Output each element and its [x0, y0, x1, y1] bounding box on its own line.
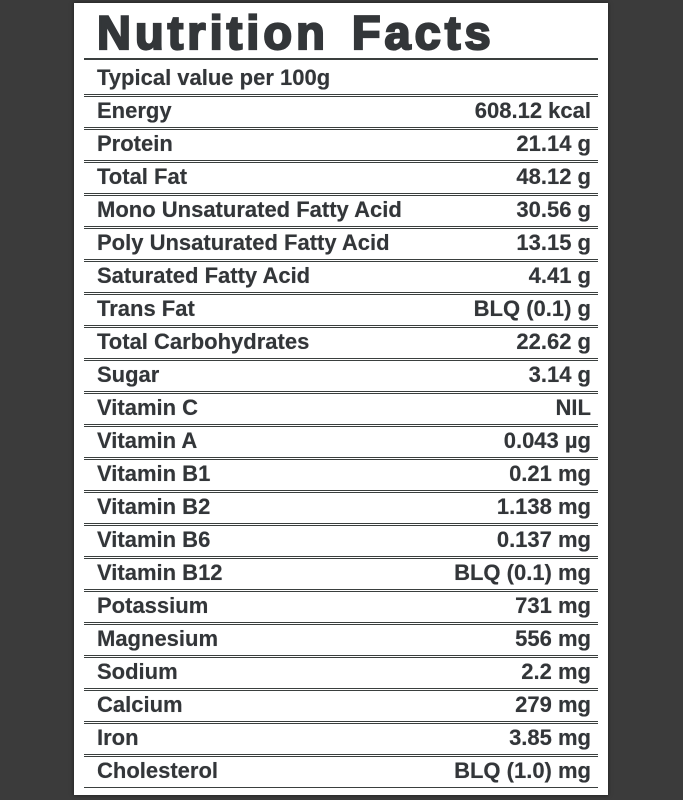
row-potassium — [84, 590, 598, 623]
nutrient-name: Poly Unsaturated Fatty Acid — [97, 230, 390, 255]
nutrient-name: Calcium — [97, 692, 183, 717]
nutrient-name: Total Carbohydrates — [97, 329, 310, 354]
nutrient-name: Vitamin A — [97, 428, 198, 453]
nutrient-value: 4.41 g — [528, 263, 591, 288]
nutrient-name: Sodium — [97, 659, 178, 684]
nutrient-value: 0.21 mg — [509, 461, 591, 486]
nutrient-name: Sugar — [97, 362, 160, 387]
nutrient-name: Total Fat — [97, 164, 188, 189]
nutrition-label-panel — [74, 3, 608, 795]
nutrient-name: Magnesium — [97, 626, 219, 651]
row-energy — [84, 95, 598, 128]
nutrient-name: Trans Fat — [97, 296, 195, 321]
nutrient-value: 3.14 g — [528, 362, 591, 387]
nutrient-name: Vitamin C — [97, 395, 199, 420]
nutrient-value: BLQ (1.0) mg — [454, 758, 591, 783]
row-total-fat — [84, 161, 598, 194]
row-vitamin-b1 — [84, 458, 598, 491]
row-trans-fat — [84, 293, 598, 326]
nutrient-value: 2.2 mg — [521, 659, 591, 684]
nutrient-name: Protein — [97, 131, 173, 156]
row-vitamin-c — [84, 392, 598, 425]
nutrient-name: Saturated Fatty Acid — [97, 263, 311, 288]
nutrient-name: Vitamin B12 — [97, 560, 223, 585]
nutrient-name: Vitamin B2 — [97, 494, 211, 519]
serving-basis-text: Typical value per 100g — [97, 65, 331, 90]
row-mono-unsaturated-fatty-acid — [84, 194, 598, 227]
label-title: Nutrition Facts — [84, 7, 598, 60]
row-total-carbohydrates — [84, 326, 598, 359]
nutrient-name: Potassium — [97, 593, 209, 618]
nutrient-value: 556 mg — [515, 626, 591, 651]
nutrient-value: 608.12 kcal — [474, 98, 591, 123]
nutrient-value: BLQ (0.1) g — [473, 296, 591, 321]
row-sugar — [84, 359, 598, 392]
nutrient-name: Mono Unsaturated Fatty Acid — [97, 197, 402, 222]
nutrient-value: 48.12 g — [516, 164, 591, 189]
nutrient-value: 21.14 g — [516, 131, 591, 156]
nutrient-value: 0.043 µg — [503, 428, 591, 453]
nutrient-value: NIL — [555, 395, 591, 420]
nutrient-value: BLQ (0.1) mg — [454, 560, 591, 585]
nutrient-value: 0.137 mg — [496, 527, 591, 552]
row-vitamin-a — [84, 425, 598, 458]
row-vitamin-b2 — [84, 491, 598, 524]
serving-basis-row — [84, 62, 598, 95]
nutrient-value: 22.62 g — [516, 329, 591, 354]
row-sodium — [84, 656, 598, 689]
row-vitamin-b6 — [84, 524, 598, 557]
row-poly-unsaturated-fatty-acid — [84, 227, 598, 260]
nutrient-name: Cholesterol — [97, 758, 219, 783]
row-saturated-fatty-acid — [84, 260, 598, 293]
nutrient-name: Vitamin B1 — [97, 461, 211, 486]
row-iron — [84, 722, 598, 755]
nutrient-name: Energy — [97, 98, 172, 123]
row-magnesium — [84, 623, 598, 656]
nutrient-value: 279 mg — [515, 692, 591, 717]
nutrient-value: 1.138 mg — [496, 494, 591, 519]
nutrient-value: 731 mg — [515, 593, 591, 618]
nutrient-value: 30.56 g — [516, 197, 591, 222]
nutrient-name: Iron — [97, 725, 139, 750]
nutrient-value: 3.85 mg — [509, 725, 591, 750]
row-cholesterol — [84, 755, 598, 788]
row-protein — [84, 128, 598, 161]
nutrient-value: 13.15 g — [516, 230, 591, 255]
row-calcium — [84, 689, 598, 722]
row-vitamin-b12 — [84, 557, 598, 590]
nutrient-name: Vitamin B6 — [97, 527, 211, 552]
